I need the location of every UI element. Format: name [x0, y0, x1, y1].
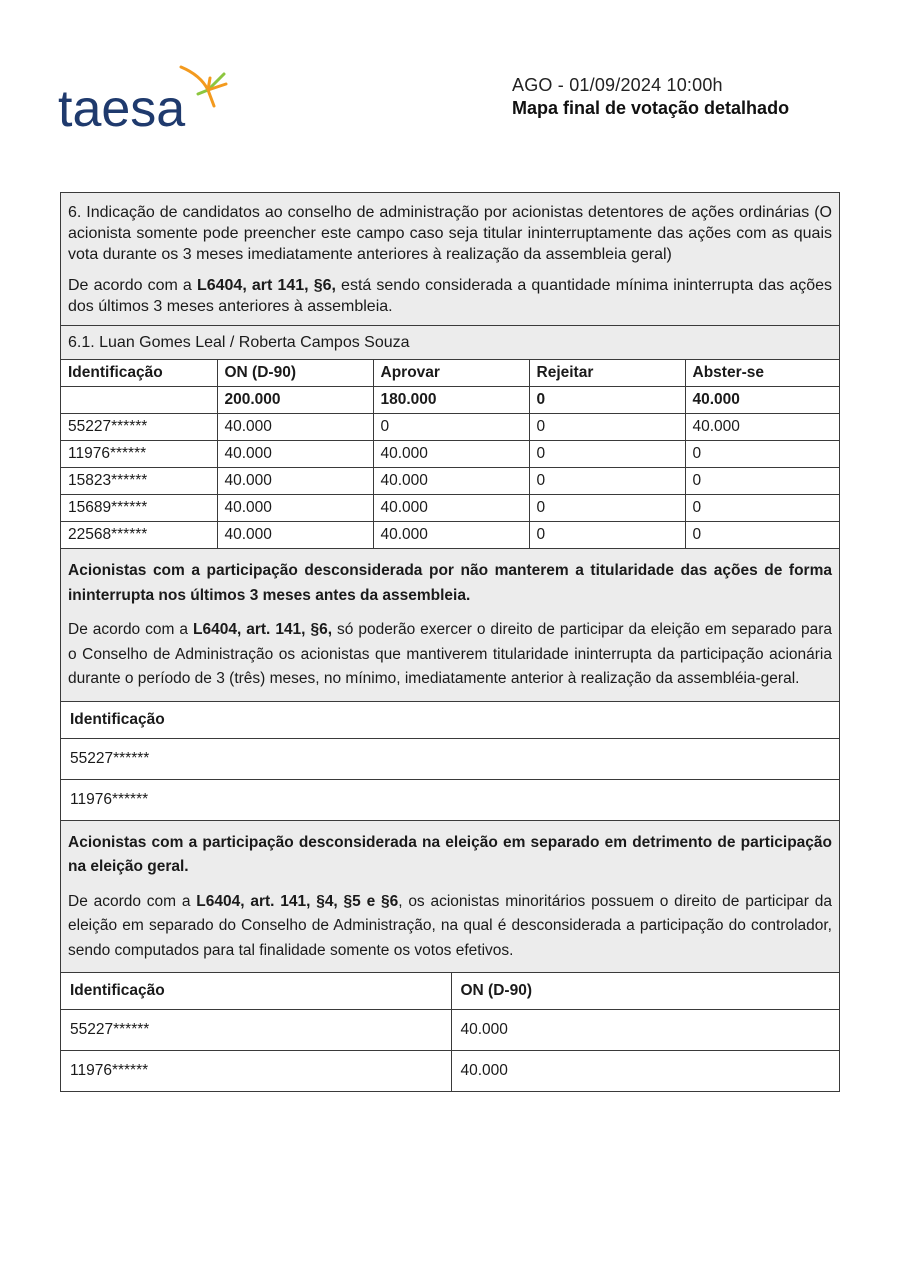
table-cell: 40.000 [685, 414, 839, 441]
table-cell: 0 [685, 522, 839, 549]
table-cell: 0 [529, 522, 685, 549]
disregarded-holding-legal: De acordo com a L6404, art. 141, §6, só poderão exercer o direito de participar da eleição em separado para o Conselho de Administração os acionistas que mantiverem titularidade ininterrupta da participação acionária durante o período de 3 (três) meses, no mínimo, imediatamente anterior à realização da assembléia-geral. [68, 621, 832, 687]
table-cell: 0 [373, 414, 529, 441]
disregarded-holding-note [61, 549, 839, 702]
table-cell: 11976****** [61, 779, 839, 820]
candidate-votes-table [61, 360, 839, 549]
table-cell: 0 [529, 387, 685, 414]
table-cell: 15689****** [61, 495, 217, 522]
table-cell: 0 [529, 441, 685, 468]
table-cell: 15823****** [61, 468, 217, 495]
table-cell: 40.000 [373, 495, 529, 522]
table-cell: 180.000 [373, 387, 529, 414]
disregarded-holding-table [61, 702, 839, 821]
column-header: Identificação [61, 360, 217, 387]
table-cell: 0 [685, 495, 839, 522]
table-cell: 40.000 [217, 495, 373, 522]
disregarded-separate-legal: De acordo com a L6404, art. 141, §4, §5 e §6, os acionistas minoritários possuem o direito de participar da eleição em separado do Conselho de Administração, na qual é desconsiderada a participação do controlador, sendo computados para tal finalidade somente os votos efetivos. [68, 892, 832, 959]
table-cell: 0 [685, 441, 839, 468]
voting-map-section [60, 192, 840, 1092]
meeting-date: AGO - 01/09/2024 10:00h [512, 75, 723, 95]
table-row [61, 495, 839, 522]
candidate-title: 6.1. Luan Gomes Leal / Roberta Campos Souza [61, 326, 839, 360]
legal-reference: L6404, art. 141, §6, [193, 621, 333, 638]
document-header [512, 75, 789, 119]
table-cell: 40.000 [217, 441, 373, 468]
totals-row [61, 387, 839, 414]
disregarded-separate-heading: Acionistas com a participação desconsiderada na eleição em separado em detrimento de participação na eleição geral. [68, 833, 832, 875]
table-cell: 40.000 [373, 468, 529, 495]
table-header-row [61, 360, 839, 387]
table-row [61, 1051, 839, 1092]
table-cell: 40.000 [373, 441, 529, 468]
taesa-logo [58, 62, 233, 132]
table-cell: 40.000 [451, 1010, 839, 1051]
column-header: ON (D-90) [451, 973, 839, 1010]
legal-reference: L6404, art 141, §6, [196, 277, 336, 294]
table-header-row [61, 973, 839, 1010]
table-cell [61, 387, 217, 414]
table-cell: 40.000 [451, 1051, 839, 1092]
legal-reference: L6404, art. 141, §4, §5 e §6 [196, 892, 399, 910]
table-row [61, 441, 839, 468]
column-header: ON (D-90) [217, 360, 373, 387]
table-cell: 200.000 [217, 387, 373, 414]
table-row [61, 414, 839, 441]
column-header: Rejeitar [529, 360, 685, 387]
table-cell: 0 [529, 414, 685, 441]
column-header: Aprovar [373, 360, 529, 387]
table-cell: 11976****** [61, 1051, 451, 1092]
logo-star-icon [181, 67, 226, 106]
table-row [61, 522, 839, 549]
table-cell: 22568****** [61, 522, 217, 549]
disregarded-separate-table [61, 973, 839, 1091]
disregarded-holding-heading: Acionistas com a participação desconsiderada por não manterem a titularidade das ações de forma ininterrupta nos últimos 3 meses antes da assembleia. [68, 562, 832, 604]
table-cell: 11976****** [61, 441, 217, 468]
table-cell: 55227****** [61, 1010, 451, 1051]
section-description: 6. Indicação de candidatos ao conselho de administração por acionistas detentores de ações ordinárias (O acionista somente pode preencher este campo caso seja titular ininterruptamente das ações com as quais vota durante os 3 meses imediatamente anteriores à realização da assembleia geral) [68, 204, 832, 263]
table-header-row [61, 702, 839, 739]
column-header: Identificação [61, 973, 451, 1010]
table-row [61, 468, 839, 495]
table-cell: 55227****** [61, 414, 217, 441]
column-header: Abster-se [685, 360, 839, 387]
table-cell: 40.000 [217, 414, 373, 441]
table-row [61, 1010, 839, 1051]
column-header: Identificação [61, 702, 839, 739]
table-row [61, 779, 839, 820]
section-intro [61, 193, 839, 326]
table-cell: 40.000 [685, 387, 839, 414]
logo-wordmark: taesa [58, 80, 186, 132]
table-cell: 55227****** [61, 738, 839, 779]
section-legal-note: De acordo com a L6404, art 141, §6, está sendo considerada a quantidade mínima ininterrupta das ações dos últimos 3 meses anteriores à assembleia. [68, 277, 833, 315]
table-cell: 40.000 [217, 522, 373, 549]
table-cell: 40.000 [217, 468, 373, 495]
disregarded-separate-note [61, 821, 839, 974]
table-cell: 40.000 [373, 522, 529, 549]
table-cell: 0 [529, 495, 685, 522]
document-title: Mapa final de votação detalhado [512, 98, 790, 118]
table-cell: 0 [685, 468, 839, 495]
table-row [61, 738, 839, 779]
table-cell: 0 [529, 468, 685, 495]
